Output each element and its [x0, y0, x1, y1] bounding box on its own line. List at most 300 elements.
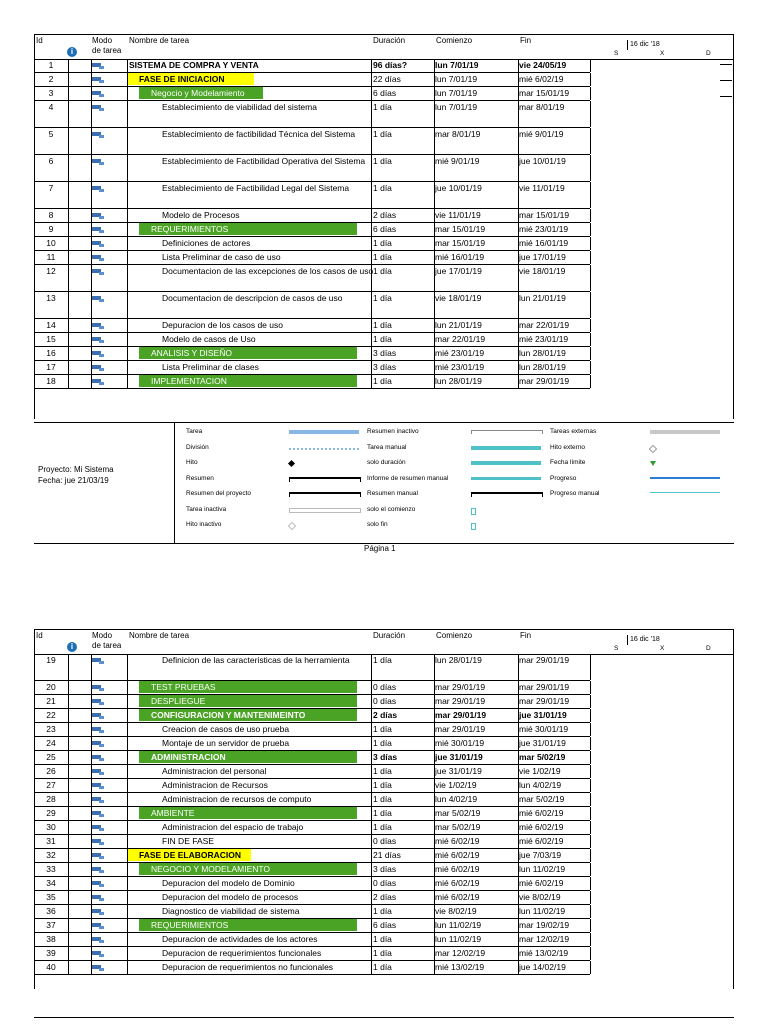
task-name[interactable]: Depuracion de actividades de los actores [162, 934, 318, 944]
column-divider [91, 347, 92, 360]
task-duration: 1 día [373, 738, 392, 748]
column-divider [127, 961, 128, 974]
task-mode-icon [92, 838, 106, 849]
column-divider [434, 223, 435, 236]
task-name[interactable]: Negocio y Modelamiento [151, 88, 245, 98]
column-divider [68, 961, 69, 974]
column-divider [371, 73, 372, 86]
column-divider [68, 101, 69, 127]
task-duration: 1 día [373, 183, 392, 193]
table-row[interactable] [34, 681, 590, 695]
column-divider [68, 155, 69, 181]
task-finish: lun 11/02/19 [519, 864, 566, 874]
column-divider [68, 737, 69, 750]
column-divider [590, 59, 591, 72]
gantt-day-d: D [706, 50, 711, 57]
task-name[interactable]: Lista Preliminar de caso de uso [162, 252, 281, 262]
task-finish: lun 21/01/19 [519, 293, 566, 303]
task-duration: 1 día [373, 334, 392, 344]
column-divider [518, 779, 519, 792]
column-divider [434, 319, 435, 332]
column-divider [371, 765, 372, 778]
table-row[interactable] [34, 265, 590, 292]
column-divider [434, 251, 435, 264]
legend-label: Resumen [186, 474, 214, 482]
table-row[interactable] [34, 821, 590, 835]
task-mode-icon [92, 336, 106, 347]
task-name[interactable]: NEGOCIO Y MODELAMIENTO [151, 864, 271, 874]
legend [34, 422, 734, 544]
table-row[interactable] [34, 87, 590, 101]
task-name[interactable]: Depuracion del modelo de Dominio [162, 878, 295, 888]
task-mode-icon [92, 657, 106, 668]
table-row[interactable] [34, 361, 590, 375]
column-divider [68, 182, 69, 208]
column-divider [91, 807, 92, 820]
column-divider [68, 947, 69, 960]
column-divider [127, 209, 128, 222]
column-divider [68, 128, 69, 154]
column-divider [127, 919, 128, 932]
column-divider [590, 292, 591, 318]
column-divider [68, 223, 69, 236]
task-id: 25 [46, 752, 56, 762]
task-mode-icon [92, 364, 106, 375]
table-row[interactable] [34, 863, 590, 877]
column-divider [590, 905, 591, 918]
task-name[interactable]: Modelo de casos de Uso [162, 334, 256, 344]
column-divider [127, 223, 128, 236]
task-name[interactable]: REQUERIMIENTOS [151, 920, 229, 930]
task-finish: jue 31/01/19 [519, 738, 566, 748]
column-divider [68, 779, 69, 792]
legend-label: División [186, 443, 209, 451]
column-divider [518, 654, 519, 680]
column-divider [371, 695, 372, 708]
task-id: 1 [48, 60, 54, 70]
column-divider [127, 333, 128, 346]
task-id: 14 [46, 320, 56, 330]
task-duration: 3 días [373, 348, 397, 358]
column-divider [127, 237, 128, 250]
task-duration: 0 días [373, 878, 397, 888]
column-divider [434, 333, 435, 346]
task-start: jue 31/01/19 [435, 766, 482, 776]
legend-label: Hito [186, 459, 198, 466]
table-row[interactable] [34, 73, 590, 87]
task-name[interactable]: Administracion de recursos de computo [162, 794, 312, 804]
task-mode-icon [92, 726, 106, 737]
column-divider [590, 919, 591, 932]
column-divider [68, 821, 69, 834]
task-start: lun 4/02/19 [435, 794, 478, 804]
column-divider [371, 375, 372, 388]
table-header-page-2 [34, 629, 734, 655]
column-divider [127, 73, 128, 86]
table-row[interactable] [34, 877, 590, 891]
column-divider [590, 182, 591, 208]
column-divider [590, 333, 591, 346]
task-duration: 0 días [373, 682, 397, 692]
task-name[interactable]: TEST PRUEBAS [151, 682, 216, 692]
column-divider [371, 333, 372, 346]
table-row[interactable] [34, 128, 590, 155]
column-divider [590, 87, 591, 100]
table-row[interactable] [34, 961, 590, 975]
column-divider [91, 737, 92, 750]
task-mode-icon [92, 378, 106, 389]
task-name[interactable]: Creacion de casos de uso prueba [162, 724, 290, 734]
task-name[interactable]: ANALISIS Y DISEÑO [151, 348, 232, 358]
task-mode-icon [92, 824, 106, 835]
task-name[interactable]: Diagnostico de viabilidad de sistema [162, 906, 300, 916]
column-divider [127, 709, 128, 722]
column-divider [518, 128, 519, 154]
task-name[interactable]: FASE DE ELABORACION [139, 850, 242, 860]
legend-label: Fecha límite [550, 459, 586, 466]
task-name[interactable]: Establecimiento de viabilidad del sistema [162, 102, 317, 112]
task-name[interactable]: ADMINISTRACION [151, 752, 226, 762]
legend-swatch [289, 477, 361, 482]
legend-label: Tarea manual [367, 443, 407, 451]
task-duration: 1 día [373, 266, 392, 276]
column-divider [434, 863, 435, 876]
table-row[interactable] [34, 223, 590, 237]
task-name[interactable]: IMPLEMENTACION [151, 376, 227, 386]
task-start: vie 11/01/19 [435, 210, 481, 220]
column-divider [434, 695, 435, 708]
table-row[interactable] [34, 737, 590, 751]
column-divider [127, 807, 128, 820]
task-id: 23 [46, 724, 56, 734]
column-divider [91, 292, 92, 318]
column-divider [590, 947, 591, 960]
table-row[interactable] [34, 237, 590, 251]
task-name[interactable]: FIN DE FASE [162, 836, 214, 846]
table-row[interactable] [34, 347, 590, 361]
task-mode-icon [92, 740, 106, 751]
task-id: 9 [48, 224, 54, 234]
task-duration: 22 días [373, 74, 401, 84]
column-divider [91, 375, 92, 388]
column-divider [518, 821, 519, 834]
column-divider [127, 821, 128, 834]
column-divider [127, 681, 128, 694]
column-divider [371, 919, 372, 932]
task-name[interactable]: Documentacion de las excepciones de los casos de uso [162, 266, 374, 276]
table-row[interactable] [34, 182, 590, 209]
column-divider [91, 933, 92, 946]
table-row[interactable] [34, 292, 590, 319]
task-name[interactable]: Establecimiento de Factibilidad Operativa del Sistema [162, 156, 366, 166]
task-name[interactable]: Administracion de Recursos [162, 780, 268, 790]
table-row[interactable] [34, 835, 590, 849]
column-divider [518, 877, 519, 890]
legend-swatch [288, 460, 295, 467]
column-divider [590, 709, 591, 722]
task-id: 3 [48, 88, 54, 98]
column-divider [91, 251, 92, 264]
task-id: 15 [46, 334, 56, 344]
task-name[interactable]: Depuracion del modelo de procesos [162, 892, 299, 902]
task-name[interactable]: Administracion del personal [162, 766, 267, 776]
task-name[interactable]: AMBIENTE [151, 808, 195, 818]
column-divider [434, 101, 435, 127]
column-divider [434, 905, 435, 918]
task-finish: mié 23/01/19 [519, 334, 569, 344]
task-name[interactable]: Modelo de Procesos [162, 210, 240, 220]
column-divider [434, 961, 435, 974]
column-divider [590, 961, 591, 974]
table-row[interactable] [34, 765, 590, 779]
task-finish: mié 6/02/19 [519, 808, 564, 818]
task-id: 32 [46, 850, 56, 860]
table-row[interactable] [34, 849, 590, 863]
task-name[interactable]: SISTEMA DE COMPRA Y VENTA [129, 60, 259, 70]
column-divider [68, 933, 69, 946]
task-name[interactable]: CONFIGURACION Y MANTENIMEINTO [151, 710, 306, 720]
column-divider [371, 59, 372, 72]
column-divider [371, 891, 372, 904]
task-duration: 3 días [373, 864, 397, 874]
column-divider [434, 209, 435, 222]
task-finish: lun 11/02/19 [519, 906, 566, 916]
legend-label: solo el comienzo [367, 505, 416, 513]
column-divider [127, 654, 128, 680]
column-divider [127, 751, 128, 764]
column-divider [68, 87, 69, 100]
column-divider [590, 751, 591, 764]
header-mode: Modo de tarea [92, 36, 122, 55]
column-divider [590, 723, 591, 736]
task-start: lun 7/01/19 [435, 88, 478, 98]
column-divider [518, 182, 519, 208]
column-divider [371, 681, 372, 694]
table-row[interactable] [34, 891, 590, 905]
table-row[interactable] [34, 155, 590, 182]
legend-swatch [471, 477, 541, 480]
column-divider [68, 265, 69, 291]
column-divider [590, 933, 591, 946]
column-divider [371, 251, 372, 264]
task-id: 12 [46, 266, 56, 276]
task-finish: mié 9/01/19 [519, 129, 564, 139]
column-divider [434, 849, 435, 862]
task-finish: mié 6/02/19 [519, 836, 564, 846]
task-finish: mié 13/02/19 [519, 948, 569, 958]
column-divider [371, 849, 372, 862]
column-divider [518, 223, 519, 236]
column-divider [590, 891, 591, 904]
task-finish: vie 1/02/19 [519, 766, 561, 776]
task-duration: 2 días [373, 892, 397, 902]
task-start: mié 6/02/19 [435, 892, 480, 902]
task-name[interactable]: Montaje de un servidor de prueba [162, 738, 290, 748]
task-duration: 1 día [373, 655, 392, 665]
task-start: lun 28/01/19 [435, 376, 482, 386]
column-divider [518, 723, 519, 736]
task-name[interactable]: Lista Preliminar de clases [162, 362, 259, 372]
legend-swatch [471, 492, 543, 497]
column-divider [127, 863, 128, 876]
task-name[interactable]: Depuracion de los casos de uso [162, 320, 283, 330]
column-divider [68, 73, 69, 86]
column-divider [127, 319, 128, 332]
task-mode-icon [92, 894, 106, 905]
task-name[interactable]: Documentacion de descripcion de casos de uso [162, 293, 343, 303]
task-start: lun 7/01/19 [435, 60, 479, 70]
table-row[interactable] [34, 101, 590, 128]
column-divider [590, 821, 591, 834]
column-divider [590, 237, 591, 250]
task-name[interactable]: FASE DE INICIACION [139, 74, 225, 84]
task-name[interactable]: Definiciones de actores [162, 238, 251, 248]
column-divider [434, 765, 435, 778]
table-row[interactable] [34, 947, 590, 961]
table-row[interactable] [34, 933, 590, 947]
task-id: 7 [48, 183, 54, 193]
gantt-date-label: 16 dic '18 [627, 40, 660, 50]
task-id: 2 [48, 74, 54, 84]
column-divider [91, 654, 92, 680]
legend-swatch [288, 522, 296, 530]
column-divider [127, 59, 128, 72]
column-divider [68, 695, 69, 708]
column-divider [518, 835, 519, 848]
table-row[interactable] [34, 695, 590, 709]
column-divider [68, 751, 69, 764]
column-divider [68, 807, 69, 820]
column-divider [518, 919, 519, 932]
task-id: 31 [46, 836, 56, 846]
legend-swatch [650, 430, 720, 434]
column-divider [518, 709, 519, 722]
legend-label: solo duración [367, 459, 406, 466]
column-divider [91, 947, 92, 960]
task-mode-icon [92, 810, 106, 821]
legend-swatch [650, 477, 720, 479]
task-id: 16 [46, 348, 56, 358]
task-start: vie 1/02/19 [435, 780, 477, 790]
table-row[interactable] [34, 793, 590, 807]
column-divider [127, 182, 128, 208]
column-divider [68, 333, 69, 346]
column-divider [91, 779, 92, 792]
column-divider [68, 709, 69, 722]
task-id: 33 [46, 864, 56, 874]
task-mode-icon [92, 852, 106, 863]
task-name[interactable]: Administracion del espacio de trabajo [162, 822, 304, 832]
task-id: 30 [46, 822, 56, 832]
task-id: 37 [46, 920, 56, 930]
task-mode-icon [92, 866, 106, 877]
table-row[interactable] [34, 209, 590, 223]
task-finish: mié 6/02/19 [519, 74, 564, 84]
gantt-day-x: X [660, 645, 665, 652]
column-divider [127, 128, 128, 154]
column-divider [91, 905, 92, 918]
column-divider [91, 128, 92, 154]
column-divider [434, 375, 435, 388]
table-row[interactable] [34, 723, 590, 737]
gantt-date-label: 16 dic '18 [627, 635, 660, 645]
grid-divider [34, 629, 35, 989]
task-finish: vie 18/01/19 [519, 266, 566, 276]
column-divider [127, 947, 128, 960]
column-divider [518, 59, 519, 72]
column-divider [91, 237, 92, 250]
task-name[interactable]: Definicion de las caracteristicas de la herramienta [162, 655, 350, 665]
table-row[interactable] [34, 251, 590, 265]
task-name[interactable]: Depuracion de requerimientos no funcionales [162, 962, 334, 972]
column-divider [371, 793, 372, 806]
table-row[interactable] [34, 59, 590, 73]
task-mode-icon [92, 908, 106, 919]
table-row[interactable] [34, 319, 590, 333]
table-row[interactable] [34, 333, 590, 347]
column-divider [371, 737, 372, 750]
task-duration: 21 días [373, 850, 401, 860]
task-start: vie 8/02/19 [435, 906, 477, 916]
column-divider [68, 765, 69, 778]
legend-swatch [289, 446, 359, 450]
header-duration: Duración [373, 36, 406, 45]
column-divider [91, 695, 92, 708]
table-row[interactable] [34, 905, 590, 919]
task-finish: mar 29/01/19 [519, 696, 570, 706]
task-name[interactable]: Establecimiento de Factibilidad Legal del Sistema [162, 183, 350, 193]
column-divider [590, 73, 591, 86]
task-mode-icon [92, 684, 106, 695]
table-row[interactable] [34, 779, 590, 793]
column-divider [590, 265, 591, 291]
column-divider [127, 737, 128, 750]
table-row[interactable] [34, 375, 590, 389]
column-divider [371, 863, 372, 876]
task-name[interactable]: Depuracion de requerimientos funcionales [162, 948, 322, 958]
task-id: 38 [46, 934, 56, 944]
table-row[interactable] [34, 919, 590, 933]
column-divider [434, 835, 435, 848]
task-start: mié 23/01/19 [435, 362, 485, 372]
task-finish: mar 5/02/19 [519, 794, 565, 804]
task-name[interactable]: REQUERIMIENTOS [151, 224, 229, 234]
task-duration: 1 día [373, 822, 392, 832]
column-divider [590, 737, 591, 750]
task-start: mié 13/02/19 [435, 962, 485, 972]
table-row[interactable] [34, 807, 590, 821]
table-row[interactable] [34, 709, 590, 723]
task-id: 6 [48, 156, 54, 166]
column-divider [518, 375, 519, 388]
column-divider [518, 765, 519, 778]
legend-label: Informe de resumen manual [367, 474, 449, 482]
table-row[interactable] [34, 751, 590, 765]
task-name[interactable]: DESPLIEGUE [151, 696, 206, 706]
task-finish: mar 29/01/19 [519, 682, 570, 692]
task-name[interactable]: Establecimiento de factibilidad Técnica del Sistema [162, 129, 356, 139]
column-divider [68, 681, 69, 694]
task-id: 5 [48, 129, 54, 139]
task-mode-icon [92, 268, 106, 279]
task-finish: vie 24/05/19 [519, 60, 567, 70]
column-divider [590, 319, 591, 332]
column-divider [127, 849, 128, 862]
column-divider [434, 155, 435, 181]
table-row[interactable] [34, 654, 590, 681]
gantt-day-d: D [706, 645, 711, 652]
task-finish: mar 15/01/19 [519, 88, 570, 98]
